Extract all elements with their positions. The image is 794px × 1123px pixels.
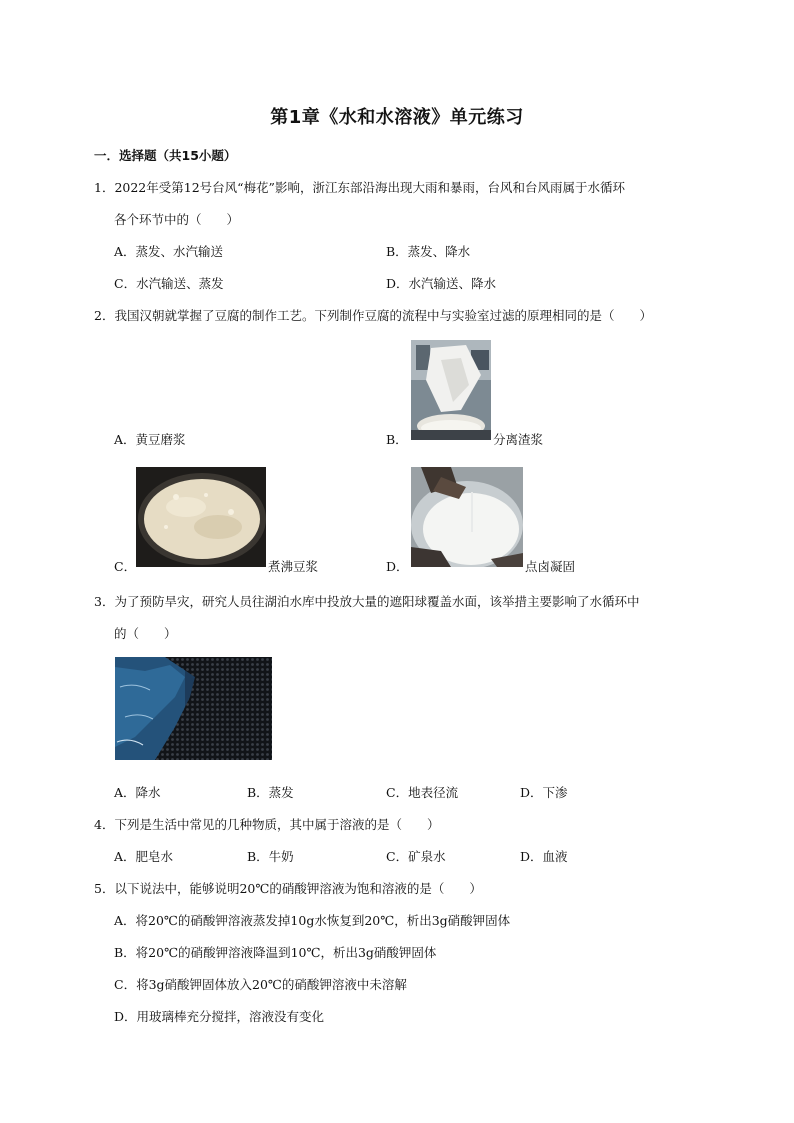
question-1-option-d: D．水汽输送、降水 — [386, 276, 497, 291]
page-title: 第1章《水和水溶液》单元练习 — [270, 107, 524, 128]
question-3-stem-line1: 3．为了预防旱灾，研究人员往湖泊水库中投放大量的遮阳球覆盖水面，该举措主要影响了水循环中 — [94, 594, 640, 609]
tofu-straining-photo — [411, 340, 491, 440]
question-3-stem-line2: 的（ ） — [114, 626, 177, 641]
question-2-option-d-caption: 点卤凝固 — [525, 559, 576, 574]
question-3-option-b: B．蒸发 — [247, 785, 294, 800]
question-5-option-b: B．将20℃的硝酸钾溶液降温到10℃，析出3g硝酸钾固体 — [114, 945, 437, 960]
question-4-option-d: D．血液 — [520, 849, 568, 864]
question-5-option-d: D．用玻璃棒充分搅拌，溶液没有变化 — [114, 1009, 325, 1024]
question-5-option-c: C．将3g硝酸钾固体放入20℃的硝酸钾溶液中未溶解 — [114, 977, 407, 992]
question-5-option-a: A．将20℃的硝酸钾溶液蒸发掉10g水恢复到20℃，析出3g硝酸钾固体 — [114, 913, 511, 928]
question-3-option-a: A．降水 — [114, 785, 161, 800]
coagulating-tofu-photo — [411, 467, 523, 567]
question-4-option-c: C．矿泉水 — [386, 849, 446, 864]
question-2-option-d-label: D． — [386, 559, 409, 574]
question-1-option-a: A．蒸发、水汽输送 — [114, 244, 224, 259]
question-4-stem: 4．下列是生活中常见的几种物质，其中属于溶液的是（ ） — [94, 817, 440, 832]
question-4-option-b: B．牛奶 — [247, 849, 294, 864]
question-1-option-c: C．水汽输送、蒸发 — [114, 276, 224, 291]
question-5-stem: 5．以下说法中，能够说明20℃的硝酸钾溶液为饱和溶液的是（ ） — [94, 881, 482, 896]
question-4-option-a: A．肥皂水 — [114, 849, 174, 864]
section-heading: 一．选择题（共15小题） — [94, 148, 237, 163]
question-2-option-c-caption: 煮沸豆浆 — [268, 559, 319, 574]
shade-balls-reservoir-photo — [115, 657, 272, 760]
question-1-stem-line2: 各个环节中的（ ） — [114, 212, 240, 227]
question-2-option-b-caption: 分离渣浆 — [493, 432, 544, 447]
question-2-option-c-label: C． — [114, 559, 137, 574]
question-3-option-d: D．下渗 — [520, 785, 568, 800]
question-2-stem: 2．我国汉朝就掌握了豆腐的制作工艺。下列制作豆腐的流程中与实验室过滤的原理相同的是（ ） — [94, 308, 652, 323]
question-1-option-b: B．蒸发、降水 — [386, 244, 471, 259]
question-3-option-c: C．地表径流 — [386, 785, 459, 800]
question-2-option-a: A．黄豆磨浆 — [114, 432, 186, 447]
boiling-soymilk-photo — [136, 467, 266, 567]
question-2-option-b-label: B． — [386, 432, 408, 447]
question-1-stem-line1: 1．2022年受第12号台风“梅花”影响，浙江东部沿海出现大雨和暴雨，台风和台风雨属于水循环 — [94, 180, 625, 195]
